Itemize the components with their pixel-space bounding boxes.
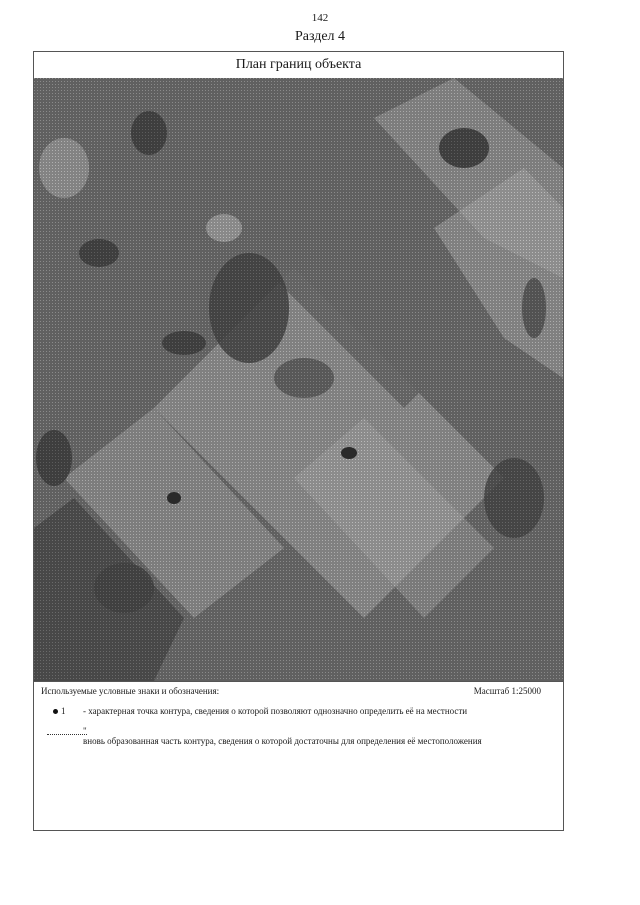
plan-title: План границ объекта <box>34 52 563 79</box>
legend-item-mark: " <box>83 726 87 736</box>
dotted-line-icon <box>47 734 87 735</box>
aerial-photo <box>34 78 563 681</box>
legend-item-text: вновь образованная часть контура, сведения о которой достаточны для определения её местоположения <box>83 736 482 746</box>
aerial-map-image <box>34 78 563 682</box>
plan-frame <box>33 51 564 831</box>
legend-item-text: - характерная точка контура, сведения о которой позволяют однозначно определить её на местности <box>83 706 468 716</box>
legend <box>34 682 563 830</box>
page-number: 142 <box>311 12 329 24</box>
legend-title: Используемые условные знаки и обозначения: <box>41 686 220 696</box>
point-dot-icon <box>53 709 58 714</box>
point-symbol: 1 <box>53 706 83 717</box>
section-title: Раздел 4 <box>294 29 346 44</box>
scale-label: Масштаб 1:25000 <box>473 686 541 696</box>
